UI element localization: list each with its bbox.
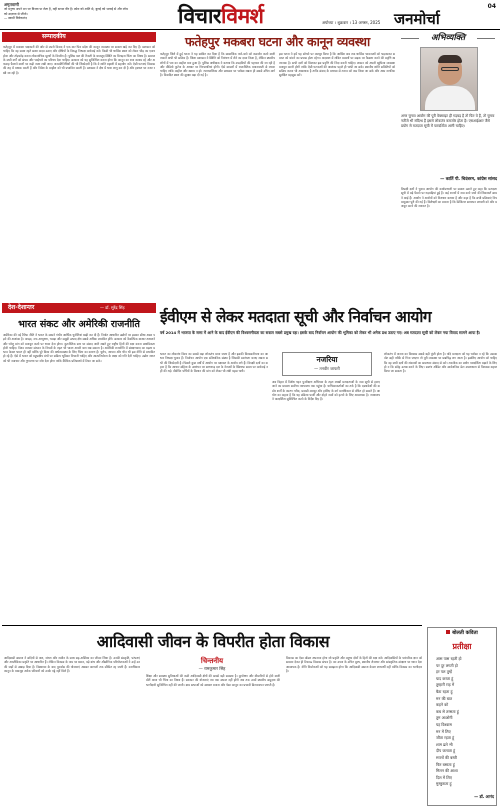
bullet-icon	[446, 630, 450, 634]
poem-title: प्रतीक्षा	[452, 641, 472, 651]
opinion-quote: अगर चुनाव आयोग की पूरी वेबसाइट ही गड़बड़ है तो फिर ये हैं, तो चुनाव नतीजे भी संदिग्ध हैं इससे लोकतंत्र कमजोर होता है। एसआईआर जैसे प्रयोग से मतदाता सूची में पारदर्शिता आनी चाहिए।	[401, 114, 495, 128]
page-number: 04	[487, 3, 496, 10]
brand-logo: जनमोर्चा	[394, 10, 440, 28]
najariya-box	[282, 352, 372, 376]
chintan-author: — रामकुमार सिंह	[198, 666, 226, 671]
chintan-label: चिन्तनीय	[200, 656, 224, 665]
desh-title: भारत संकट और अमेरिकी राजनीति	[18, 319, 140, 330]
quote-text: जो मनुष्य अपने मन पर विजय पा लेता है, वही सच्चा वीर है। क्रोध को शांति से, बुराई को भलाई से और लोभ को उदारता से जीतो।	[4, 7, 129, 16]
edition-info: अयोध्या । शुक्रवार । 13 अगस्त, 2025	[322, 20, 381, 25]
bottom-body-col3: विकास का ऐसा मॉडल अपनाना होगा जो प्रकृति और मनुष्य दोनों के हितों की रक्षा करे। आदिवासियों के पारंपरिक ज्ञान को सम्मान देकर ही टिकाऊ विकास संभव है। वन उपज के उचित मूल्य, स्थानीय रोजगार और सांस्कृतिक संरक्षण पर ध्यान देना आवश्यक है। नीति निर्माताओं को यह समझना होगा कि आदिवासी समाज केवल लाभार्थी नहीं बल्कि विकास का भागीदार है।	[286, 656, 422, 673]
poem-author: — डॉ. आनंद	[474, 794, 494, 799]
masthead-quote	[4, 3, 132, 27]
najariya-title: नजरिया	[316, 355, 338, 364]
author-photo	[420, 47, 478, 111]
poem-label-text: बोलती कविता	[452, 630, 478, 636]
poem-line: कब से तरसता हूं	[436, 708, 459, 714]
second-body-col2: अब बिहार में विशेष गहन पुनरीक्षण अभियान के तहत लाखों मतदाताओं के नाम सूची से हटाए जाने का मामला सर्वोच्च न्यायालय तक पहुंचा है। याचिकाकर्ताओं का तर्क है कि दस्तावेजों की कठोर शर्तों के कारण गरीब, प्रवासी मजदूर और हाशिए के वर्ग मताधिकार से वंचित हो सकते हैं। आयोग का कहना है कि यह प्रक्रिया फर्जी और दोहरे नामों को हटाने के लिए आवश्यक है। न्यायालय ने पारदर्शिता सुनिश्चित करने के निर्देश दिए हैं।	[272, 380, 380, 402]
quote-author: — स्वामी विवेकानंद	[4, 16, 27, 21]
second-body-col3: लोकतंत्र में जनता का विश्वास सबसे बड़ी पूंजी होता है। यदि मतदाता को यह भरोसा न रहे कि उसका वोट सही तरीके से गिना जाएगा तो पूरी व्यवस्था पर प्रश्नचिह्न लग जाता है। इसलिए आयोग को चाहिए कि वह सभी दलों की शंकाओं का समाधान संवाद से करे। तकनीक का प्रयोग पारदर्शिता बढ़ाने के लिए हो न कि संदेह उत्पन्न करने के लिए। स्वतंत्र ऑडिट और सार्वजनिक डेटा उपलब्धता से विश्वास बहाल किया जा सकता है।	[384, 352, 497, 374]
section-divider	[2, 625, 422, 626]
poem-line: मिलन की आशा	[436, 768, 458, 774]
poem-line: आस पास रहती हो	[436, 656, 462, 661]
bottom-headline: आदिवासी जीवन के विपरीत होता विकास	[96, 632, 330, 651]
opinion-filler: विपक्षी दलों ने चुनाव आयोग की कार्यप्रणाली पर सवाल उठाते हुए कहा कि मतदाता सूची में बड़े पैमाने पर गड़बड़ियां हुई हैं। कई राज्यों में नाम काटे जाने की शिकायतें सामने आई हैं। आयोग ने आरोपों को निराधार बताया है और कहा है कि सभी प्रक्रियाएं नियमानुसार पूरी की गई हैं। विशेषज्ञों का मानना है कि डिजिटल सत्यापन प्रणाली को और मजबूत करने की जरूरत है।	[401, 187, 497, 209]
editorial-body: फतेहपुर में मकबरा पक्षकारों की ओर से उपजे विवाद ने एक बार फिर प्रदेश की कानून व्यवस्था पर सवाल खड़े कर दिए हैं। प्रशासन को चाहिए कि वह समय रहते सख्त कदम उठाए और दोषियों के विरुद्ध निष्पक्ष कार्रवाई करे। किसी भी धार्मिक स्थल को लेकर भीड़ का एकत्र होना और तोड़फोड़ करना लोकतांत्रिक मूल्यों के विपरीत है। पुलिस बल की तैनाती के बावजूद स्थिति का बिगड़ना चिंता का विषय है। समाज के सभी वर्गों को संयम और भाईचारे का परिचय देना चाहिए। सरकार को यह सुनिश्चित करना होगा कि कानून का राज कायम रहे और अफवाह फैलाने वालों पर कड़ी नजर रखी जाए। जनप्रतिनिधियों की भी जिम्मेदारी है कि वे शांति बहाली में सहयोग करें। ऐसी घटनाएं विकास की राह में बाधक बनती हैं और निवेश के माहौल को भी प्रभावित करती हैं। प्रशासन ने क्षेत्र में धारा लागू कर दी है और हालात पर नजर रखी जा रही है।	[3, 45, 155, 75]
photo-body-shape	[425, 86, 475, 111]
poem-line: बैठा रहता हूं	[436, 688, 453, 694]
section-title-part2: विमर्श	[220, 3, 264, 28]
lead-body-col1: फतेहपुर जिले में हुई घटना ने यह साबित कर दिया है कि सामाजिक ताने-बाने को कमजोर करने वाली ताकतें अभी भी सक्रिय हैं। जिला प्रशासन ने स्थिति को नियंत्रण में लेने का दावा किया है, लेकिन स्थानीय लोगों में भय का माहौल बना हुआ है। पुलिस अधीक्षक ने बताया कि उपद्रवियों की पहचान की जा रही है और वीडियो फुटेज के आधार पर गिरफ्तारियां होंगी। ऐसे मामलों में राजनीतिक बयानबाजी से बचना चाहिए ताकि माहौल और खराब न हो। न्यायपालिका और प्रशासन पर भरोसा रखना ही सबसे उचित मार्ग है। विवादित स्थल की सुरक्षा बढ़ा दी गई है।	[160, 52, 275, 78]
section-title	[178, 2, 263, 30]
poem-box	[427, 627, 497, 806]
poem-line: तुम्हारी राह में	[436, 682, 455, 688]
photo-hair-shape	[438, 55, 462, 63]
poem-line: दिल में लिए	[436, 774, 452, 780]
poem-line: जीता रहता हूं	[436, 735, 455, 741]
desh-body: अमेरिका की नई टैरिफ नीति ने भारत के सामने गंभीर आर्थिक चुनौतियां खड़ी कर दी हैं। निर्यात आधारित उद्योगों पर इसका सीधा असर पड़ने की आशंका है। कपड़ा, रत्न-आभूषण, चमड़ा और समुद्री उत्पाद क्षेत्र सबसे अधिक प्रभावित होंगे। सरकार को वैकल्पिक बाजार तलाशने और घरेलू मांग को मजबूत करने पर ध्यान देना होगा। कूटनीतिक स्तर पर संवाद जारी रखते हुए राष्ट्रीय हितों की रक्षा करना प्राथमिकता होनी चाहिए। विश्व व्यापार संगठन के नियमों के तहत भी भारत अपनी बात रख सकता है। अमेरिकी राजनीति में संरक्षणवाद का बढ़ता प्रभाव केवल भारत ही नहीं बल्कि पूरे विश्व की अर्थव्यवस्था के लिए चिंता का कारण है। यूरोप, जापान और चीन भी इस नीति से प्रभावित हो रहे हैं। ऐसे में भारत को बहुपक्षीय मंचों पर सक्रिय भूमिका निभानी चाहिए और आत्मनिर्भरता के लक्ष्य को गति देनी चाहिए। उद्योग जगत को भी नवाचार और गुणवत्ता पर जोर देना होगा ताकि वैश्विक प्रतिस्पर्धा में टिका जा सके।	[3, 333, 155, 363]
poem-line: पर दूर लगती हो	[436, 662, 458, 668]
poem-line: दीप जलाता हूं	[436, 748, 456, 754]
najariya-author: — तनवीर जाफरी	[314, 366, 340, 371]
poem-line: तुम आओगी	[436, 715, 453, 721]
lead-body-col2: इस घटना ने हमें यह सोचने पर मजबूर किया है कि आखिर कब तक धार्मिक भावनाओं को भड़काकर समाज को बांटने का प्रयास होता रहेगा। अदालत में लंबित मामलों पर सड़क पर फैसला करने की प्रवृत्ति खतरनाक है। सभी दलों को मिलकर इस प्रवृत्ति की निंदा करनी चाहिए। शासन को अपनी खुफिया व्यवस्था मजबूत करनी होगी ताकि ऐसी घटनाओं की आशंका पहले ही भांपी जा सके। स्थानीय शांति समितियों को सक्रिय करना भी आवश्यक है ताकि संवाद के माध्यम से तनाव को कम किया जा सके और आम नागरिक सुरक्षित महसूस करें।	[279, 52, 395, 78]
desh-section-label: देश-देशान्तर	[2, 303, 156, 313]
poem-line: कहने को	[436, 702, 449, 708]
second-headline: ईवीएम से लेकर मतदाता सूची और निर्वाचन आयोग	[160, 307, 432, 326]
opinion-author: — कार्ति पी. चिदंबरम, कांग्रेस सांसद	[440, 176, 497, 181]
poem-line: फिर बसाता हूं	[436, 761, 455, 767]
poem-line: शाम ढले भी	[436, 741, 453, 747]
lead-headline: फतेहपुर मकबरा घटना और कानून व्यवस्था	[185, 34, 370, 49]
poem-line: मन की बात	[436, 695, 453, 701]
poem-lines	[436, 656, 494, 786]
bottom-body-col1: आदिवासी समाज ने सदियों से जल, जंगल और जमीन के साथ सह-अस्तित्व का जीवन जिया है। उनकी संस्कृति, परंपराएं और आजीविका प्रकृति पर आधारित हैं। लेकिन विकास के नाम पर खनन, बड़े बांध और औद्योगिक परियोजनाओं ने उन्हें उनकी जड़ों से उखाड़ दिया है। विस्थापन के बाद पुनर्वास की योजनाएं अक्सर कागजों तक सीमित रह जाती हैं। वनाधिकार कानून के बावजूद अनेक परिवारों को उनके पट्टे नहीं मिले हैं।	[4, 656, 140, 673]
poem-line: सपनों की बस्ती	[436, 754, 457, 760]
poem-line: हर पल तुम्हें	[436, 669, 453, 675]
poem-label	[430, 630, 494, 639]
second-deck: वर्ष 2014 में भाजपा के सत्ता में आने के बाद ईवीएम की विश्वसनीयता का सवाल सबसे प्रमुख रहा। इसके बाद निर्वाचन आयोग की भूमिका को लेकर भी अनेक प्रश्न उठाए गए। अब मतदाता सूची को लेकर नया विवाद सामने आया है।	[160, 330, 481, 335]
desh-author: — डॉ. सुरेंद्र सिंह	[100, 305, 125, 310]
poem-line: मुस्कुराता हूं	[436, 781, 452, 787]
poem-line: यह विश्वास	[436, 721, 452, 727]
opinion-section-label: अभिव्यक्ति	[399, 32, 497, 44]
bottom-body-col2: शिक्षा और स्वास्थ्य सुविधाओं की कमी आदिवासी क्षेत्रों की सबसे बड़ी समस्या है। कुपोषण और बीमारियों से होने वाली मौतें आज भी चिंता का विषय हैं। सरकार की योजनाएं तब तक सफल नहीं होंगी जब तक उनमें स्थानीय समुदाय की भागीदारी सुनिश्चित नहीं की जाती। ग्राम सभाओं को सशक्त बनाना और पेसा कानून का प्रभावी क्रियान्वयन जरूरी है।	[146, 674, 280, 687]
second-body-col1: भारत का लोकतंत्र विश्व का सबसे बड़ा लोकतंत्र माना जाता है और इसकी विश्वसनीयता का आधार निष्पक्ष चुनाव हैं। निर्वाचन आयोग एक संवैधानिक संस्था है जिसकी स्वतंत्रता बनाए रखना सभी की जिम्मेदारी है। पिछले कुछ वर्षों में आयोग पर पक्षपात के आरोप लगे हैं। विपक्षी दलों का कहना है कि आचार संहिता के उल्लंघन पर सत्तारूढ़ दल के नेताओं के खिलाफ समय पर कार्रवाई नहीं की गई। वीवीपैट पर्चियों के मिलान की मांग को लेकर भी लंबी बहस चली।	[160, 352, 268, 374]
quote-label: अमृतवाणी	[4, 2, 19, 7]
editorial-section-label: सम्पादकीय	[2, 32, 156, 42]
masthead	[0, 0, 500, 30]
photo-glasses-shape	[441, 67, 459, 71]
section-title-part1: विचार	[178, 3, 221, 28]
poem-line: याद करता हूं	[436, 675, 454, 681]
poem-line: मन में लिए	[436, 728, 451, 734]
